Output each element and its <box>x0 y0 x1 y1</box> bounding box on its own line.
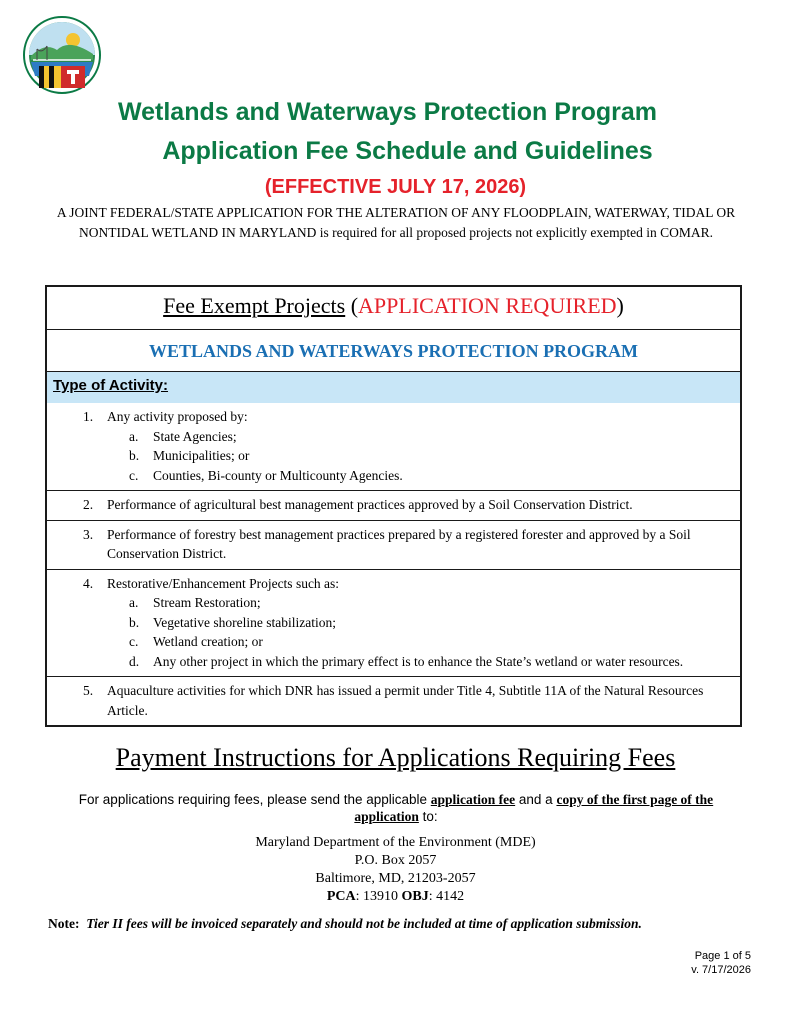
subitem-letter: a. <box>129 595 139 610</box>
subitem-letter: c. <box>129 467 139 483</box>
activity-number: 4. <box>83 575 94 591</box>
page-number: Page 1 of 5 <box>694 950 751 962</box>
activity-item <box>47 520 740 569</box>
subitem-text: Stream Restoration; <box>153 595 261 610</box>
activity-subitem <box>47 446 736 466</box>
type-of-activity-header <box>47 371 740 403</box>
effective-date: (EFFECTIVE JULY 17, 2026) <box>264 176 527 198</box>
version: v. 7/17/2026 <box>691 964 751 976</box>
subitem-text: Any other project in which the primary effect is to enhance the State’s wetland or water resources. <box>153 653 684 669</box>
activity-text: Performance of forestry best management practices prepared by a registered forester and approved by a Soil Conservation District. <box>107 526 691 561</box>
activity-subitem <box>47 593 736 613</box>
address-line-1: Maryland Department of the Environment (MDE) <box>255 835 536 850</box>
intro-bold: A JOINT FEDERAL/STATE APPLICATION FOR THE ALTERATION OF ANY FLOODPLAIN, WATERWAY, TIDAL OR NONTIDAL WETLAND IN MARYLAND <box>56 205 736 240</box>
activity-line <box>47 681 736 720</box>
table-heading <box>47 287 740 329</box>
payment-intro-text-a: For applications requiring fees, please send the applicable <box>78 792 431 807</box>
subitem-text: Wetland creation; or <box>153 634 263 649</box>
subitem-text: Vegetative shoreline stabilization; <box>153 614 336 630</box>
address-line-3: Baltimore, MD, 21203-2057 <box>315 871 476 886</box>
mailing-address <box>0 834 791 906</box>
obj-value: : 4142 <box>428 889 465 904</box>
payment-intro-copy: copy of the first page of the application <box>354 792 714 824</box>
activity-subitem <box>47 652 736 672</box>
pca-label: PCA <box>326 889 356 904</box>
document-title: Wetlands and Waterways Protection Program <box>117 98 657 126</box>
pca-value: : 13910 <box>355 889 402 904</box>
page-footer <box>691 949 751 977</box>
activity-item <box>47 490 740 520</box>
mde-logo <box>23 16 101 94</box>
heading-fee-exempt: Fee Exempt Projects <box>163 293 346 318</box>
address-line-2: P.O. Box 2057 <box>354 853 437 868</box>
activity-text: Restorative/Enhancement Projects such as: <box>107 575 340 591</box>
intro-rest: is required for all proposed projects not explicitly exempted in COMAR. <box>316 224 714 240</box>
payment-intro-fee: application fee <box>430 792 516 807</box>
activity-line <box>47 574 736 594</box>
activity-item <box>47 676 740 725</box>
heading-application-required: APPLICATION REQUIRED <box>358 293 617 318</box>
activity-subitem <box>47 466 736 486</box>
activity-subitem <box>47 613 736 633</box>
activity-subitem <box>47 632 736 652</box>
heading-paren-close: ) <box>616 293 624 318</box>
intro-paragraph <box>48 203 744 242</box>
program-name: WETLANDS AND WATERWAYS PROTECTION PROGRAM <box>47 329 740 371</box>
subitem-text: Municipalities; or <box>153 448 250 463</box>
note-text: Tier II fees will be invoiced separately and should not be included at time of application submission. <box>86 916 642 931</box>
activity-number: 2. <box>83 497 94 512</box>
payment-intro-text-c: to: <box>418 809 438 824</box>
subitem-letter: d. <box>129 653 140 669</box>
activity-subitem <box>47 427 736 447</box>
activity-text: Aquaculture activities for which DNR has issued a permit under Title 4, Subtitle 11A of the Natural Resources Article. <box>107 683 704 718</box>
type-of-activity-label: Type of Activity: <box>53 377 169 394</box>
activity-text: Performance of agricultural best management practices approved by a Soil Conservation District. <box>107 497 633 512</box>
payment-intro-text-b: and a <box>515 792 557 807</box>
activity-number: 5. <box>83 683 94 698</box>
heading-paren-open: ( <box>345 293 359 318</box>
pca-obj-line <box>0 888 791 906</box>
activity-number: 1. <box>83 409 94 424</box>
subitem-letter: a. <box>129 428 139 444</box>
note <box>48 916 748 932</box>
activity-item <box>47 403 740 490</box>
note-label: Note: <box>48 916 80 931</box>
activity-line <box>47 495 736 515</box>
payment-intro <box>48 791 744 825</box>
fee-exempt-table <box>45 285 742 727</box>
activity-text: Any activity proposed by: <box>107 409 248 424</box>
activity-line <box>47 525 736 564</box>
subitem-text: State Agencies; <box>153 428 237 444</box>
subitem-text: Counties, Bi-county or Multicounty Agencies. <box>153 467 403 483</box>
activity-number: 3. <box>83 526 94 542</box>
subitem-letter: b. <box>129 448 140 463</box>
payment-heading: Payment Instructions for Applications Requiring Fees <box>115 743 676 772</box>
obj-label: OBJ <box>401 889 429 904</box>
activity-item <box>47 569 740 677</box>
subitem-letter: c. <box>129 634 139 649</box>
document-subtitle: Application Fee Schedule and Guidelines <box>162 137 653 165</box>
activity-line <box>47 407 736 427</box>
subitem-letter: b. <box>129 614 140 630</box>
